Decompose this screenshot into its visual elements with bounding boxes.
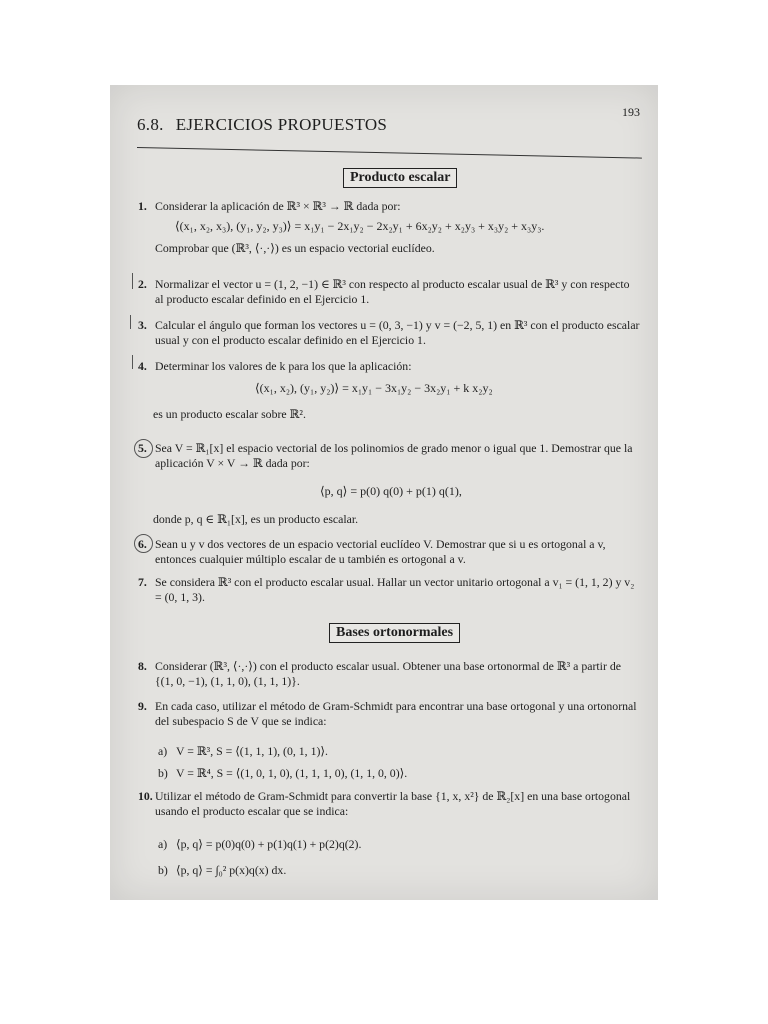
exercise-text: Normalizar el vector u = (1, 2, −1) ∈ ℝ³ con respecto al producto escalar usual de ℝ³ y con respecto al producto escalar definido en el Ejercicio 1.	[155, 277, 630, 306]
exercise-2	[138, 277, 640, 309]
section-number: 6.8.	[137, 115, 164, 134]
exercise-text: Utilizar el método de Gram-Schmidt para convertir la base {1, x, x²} de ℝ₂[x] en una base ortogonal usando el producto escalar que se indica:	[155, 789, 631, 818]
header-rule	[137, 147, 642, 159]
exercise-text: Sean u y v dos vectores de un espacio vectorial euclídeo V. Demostrar que si u es ortogonal a v, entonces cualquier múltiplo escalar de u también es ortogonal a v.	[155, 537, 606, 566]
part-label: b)	[158, 863, 168, 877]
exercise-text-after: Comprobar que (ℝ³, ⟨·,·⟩) es un espacio vectorial euclídeo.	[155, 241, 435, 255]
page-header	[137, 105, 640, 145]
exercise-text: Considerar (ℝ³, ⟨·,·⟩) con el producto escalar usual. Obtener una base ortonormal de ℝ³ a partir de {(1, 0, −1), (1, 1, 0), (1, 1, 1)}.	[155, 659, 621, 688]
part-label: a)	[158, 744, 168, 758]
exercise-number: 5.	[138, 441, 147, 455]
exercise-formula: ⟨(x₁, x₂, x₃), (y₁, y₂, y₃)⟩ = x₁y₁ − 2x₁y₂ − 2x₂y₁ + 6x₂y₂ + x₂y₃ + x₃y₂ + x₃y₃.	[175, 219, 545, 233]
exercise-number: 2.	[138, 277, 147, 291]
exercise-number: 10.	[138, 789, 153, 803]
part-text: ⟨p, q⟩ = ∫₀² p(x)q(x) dx.	[176, 863, 287, 877]
exercise-9-part-b	[158, 766, 407, 781]
exercise-text: Se considera ℝ³ con el producto escalar usual. Hallar un vector unitario ortogonal a v₁ = (1, 1, 2) y v₂ = (0, 1, 3).	[155, 575, 635, 604]
textbook-page	[110, 85, 658, 900]
section-box-producto-escalar: Producto escalar	[343, 168, 457, 188]
exercise-9-part-a	[158, 744, 328, 759]
exercise-10-part-a	[158, 837, 361, 852]
section-heading	[137, 115, 387, 135]
exercise-text: En cada caso, utilizar el método de Gram-Schmidt para encontrar una base ortogonal y una ortonornal del subespacio S de V que se indica:	[155, 699, 637, 728]
exercise-5	[138, 441, 640, 531]
exercise-formula: ⟨(x₁, x₂), (y₁, y₂)⟩ = x₁y₁ − 3x₁y₂ − 3x₂y₁ + k x₂y₂	[255, 381, 493, 395]
part-label: a)	[158, 837, 168, 851]
exercise-4	[138, 359, 640, 429]
exercise-number: 9.	[138, 699, 147, 713]
part-label: b)	[158, 766, 168, 780]
exercise-formula: ⟨p, q⟩ = p(0) q(0) + p(1) q(1),	[320, 484, 462, 498]
exercise-1	[138, 199, 640, 259]
section-box-bases-ortonormales: Bases ortonormales	[329, 623, 460, 643]
pencil-mark	[130, 315, 133, 329]
part-text: V = ℝ³, S = ⟨(1, 1, 1), (0, 1, 1)⟩.	[176, 744, 328, 758]
exercise-text: Considerar la aplicación de ℝ³ × ℝ³ → ℝ dada por:	[155, 199, 401, 213]
exercise-text-after: donde p, q ∈ ℝ₁[x], es un producto escalar.	[153, 512, 359, 526]
exercise-10	[138, 789, 640, 821]
exercise-text: Determinar los valores de k para los que la aplicación:	[155, 359, 412, 373]
page-number: 193	[622, 105, 640, 119]
exercise-10-part-b	[158, 863, 286, 878]
exercise-number: 7.	[138, 575, 147, 589]
exercise-text: Calcular el ángulo que forman los vectores u = (0, 3, −1) y v = (−2, 5, 1) en ℝ³ con el producto escalar usual y con el producto escalar definido en el Ejercicio 1.	[155, 318, 640, 347]
exercise-number: 1.	[138, 199, 147, 213]
part-text: V = ℝ⁴, S = ⟨(1, 0, 1, 0), (1, 1, 1, 0), (1, 1, 0, 0)⟩.	[176, 766, 408, 780]
pencil-mark	[132, 273, 135, 289]
exercise-7	[138, 575, 640, 607]
section-title: EJERCICIOS PROPUESTOS	[175, 115, 388, 134]
exercise-number: 4.	[138, 359, 147, 373]
pencil-mark	[132, 355, 135, 369]
exercise-6	[138, 537, 640, 569]
exercise-3	[138, 318, 640, 350]
exercise-number: 8.	[138, 659, 147, 673]
part-text: ⟨p, q⟩ = p(0)q(0) + p(1)q(1) + p(2)q(2).	[176, 837, 362, 851]
exercise-number: 3.	[138, 318, 147, 332]
exercise-8	[138, 659, 640, 691]
exercise-text-after: es un producto escalar sobre ℝ².	[153, 407, 306, 421]
exercise-text: Sea V = ℝ₁[x] el espacio vectorial de los polinomios de grado menor o igual que 1. Demostrar que la aplicación V × V → ℝ dada por:	[155, 441, 633, 470]
exercise-number: 6.	[138, 537, 147, 551]
